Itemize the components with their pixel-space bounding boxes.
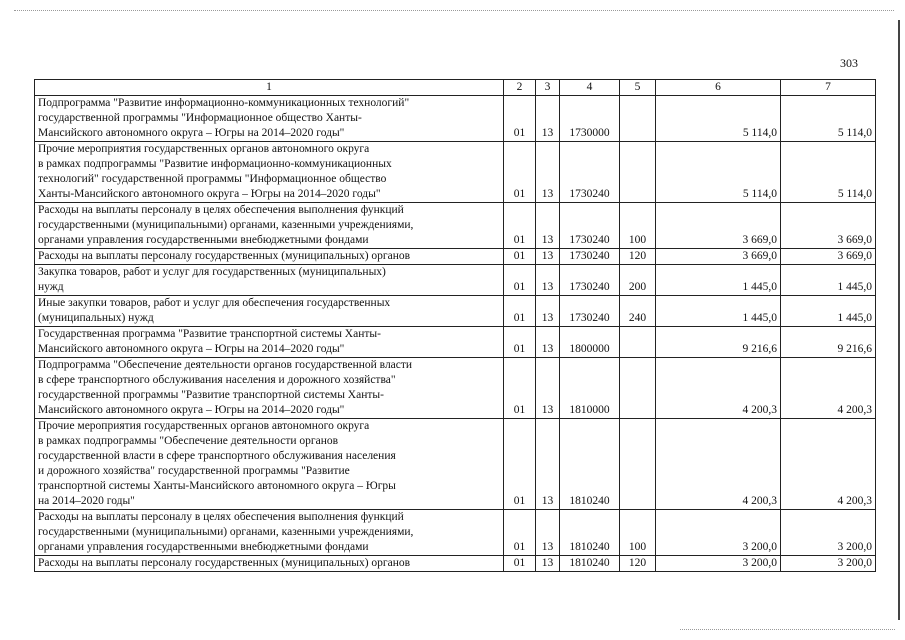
amount-col6-cell: 1 445,0	[656, 296, 781, 327]
amount-col7-cell: 5 114,0	[781, 142, 876, 203]
item-name-line: (муниципальных) нужд	[38, 312, 154, 324]
amount-col7-cell: 3 200,0	[781, 510, 876, 556]
item-name-line: и дорожного хозяйства" государственной программы "Развитие	[38, 465, 350, 477]
table-row	[35, 203, 876, 249]
subsection-cell: 13	[536, 419, 560, 510]
target-article-cell: 1730240	[560, 265, 620, 296]
item-name-line: Расходы на выплаты персоналу в целях обеспечения выполнения функций	[38, 204, 404, 216]
target-article-cell: 1730240	[560, 296, 620, 327]
amount-col7-cell: 4 200,3	[781, 419, 876, 510]
table-row	[35, 249, 876, 265]
item-name-line: Мансийского автономного округа – Югры на 2014–2020 годы"	[38, 127, 345, 139]
scan-right-edge	[898, 20, 900, 620]
subsection-cell: 13	[536, 142, 560, 203]
target-article-cell: 1810000	[560, 358, 620, 419]
item-name-line: Подпрограмма "Обеспечение деятельности органов государственной власти	[38, 359, 413, 371]
item-name-line: Ханты-Мансийского автономного округа – Югры на 2014–2020 годы"	[38, 188, 381, 200]
amount-col7-cell: 3 669,0	[781, 249, 876, 265]
item-name-line: Расходы на выплаты персоналу в целях обеспечения выполнения функций	[38, 511, 404, 523]
header-col-6: 6	[656, 80, 781, 96]
header-col-5: 5	[620, 80, 656, 96]
item-name-line: технологий" государственной программы "Информационное общество	[38, 173, 387, 185]
header-col-7: 7	[781, 80, 876, 96]
expense-type-cell: 200	[620, 265, 656, 296]
item-name-cell	[35, 556, 504, 572]
table-row	[35, 327, 876, 358]
item-name-cell	[35, 296, 504, 327]
item-name-cell	[35, 419, 504, 510]
amount-col6-cell: 9 216,6	[656, 327, 781, 358]
item-name-line: Расходы на выплаты персоналу государственных (муниципальных) органов	[38, 250, 411, 262]
subsection-cell: 13	[536, 249, 560, 265]
amount-col7-cell: 3 669,0	[781, 203, 876, 249]
item-name-line: органами управления государственными внебюджетными фондами	[38, 234, 369, 246]
item-name-cell	[35, 510, 504, 556]
header-col-1: 1	[35, 80, 504, 96]
table-row	[35, 419, 876, 510]
item-name-cell	[35, 203, 504, 249]
target-article-cell: 1810240	[560, 419, 620, 510]
header-col-2: 2	[504, 80, 536, 96]
amount-col7-cell: 4 200,3	[781, 358, 876, 419]
header-col-3: 3	[536, 80, 560, 96]
scan-bottom-edge	[680, 629, 895, 630]
amount-col6-cell: 3 669,0	[656, 249, 781, 265]
item-name-line: в рамках подпрограммы "Развитие информационно-коммуникационных	[38, 158, 392, 170]
amount-col7-cell: 9 216,6	[781, 327, 876, 358]
table-row	[35, 96, 876, 142]
section-cell: 01	[504, 419, 536, 510]
item-name-line: транспортной системы Ханты-Мансийского автономного округа – Югры	[38, 480, 396, 492]
header-row	[35, 80, 876, 96]
amount-col6-cell: 1 445,0	[656, 265, 781, 296]
amount-col7-cell: 1 445,0	[781, 296, 876, 327]
scan-top-edge	[14, 10, 894, 11]
table-row	[35, 142, 876, 203]
amount-col7-cell: 5 114,0	[781, 96, 876, 142]
item-name-line: государственной программы "Развитие транспортной системы Ханты-	[38, 389, 384, 401]
item-name-cell	[35, 142, 504, 203]
item-name-cell	[35, 265, 504, 296]
section-cell: 01	[504, 203, 536, 249]
amount-col6-cell: 5 114,0	[656, 96, 781, 142]
amount-col6-cell: 4 200,3	[656, 358, 781, 419]
item-name-line: Государственная программа "Развитие транспортной системы Ханты-	[38, 328, 381, 340]
table-row	[35, 556, 876, 572]
amount-col6-cell: 5 114,0	[656, 142, 781, 203]
item-name-line: Прочие мероприятия государственных органов автономного округа	[38, 420, 370, 432]
item-name-line: государственной власти в сфере транспортного обслуживания населения	[38, 450, 396, 462]
target-article-cell: 1730240	[560, 142, 620, 203]
item-name-cell	[35, 249, 504, 265]
expense-type-cell	[620, 96, 656, 142]
subsection-cell: 13	[536, 265, 560, 296]
amount-col7-cell: 3 200,0	[781, 556, 876, 572]
item-name-line: в рамках подпрограммы "Обеспечение деятельности органов	[38, 435, 339, 447]
amount-col6-cell: 4 200,3	[656, 419, 781, 510]
expense-type-cell	[620, 142, 656, 203]
item-name-line: Мансийского автономного округа – Югры на 2014–2020 годы"	[38, 404, 345, 416]
item-name-line: нужд	[38, 281, 64, 293]
item-name-line: государственной программы "Информационное общество Ханты-	[38, 112, 362, 124]
subsection-cell: 13	[536, 556, 560, 572]
subsection-cell: 13	[536, 96, 560, 142]
item-name-line: Закупка товаров, работ и услуг для государственных (муниципальных)	[38, 266, 386, 278]
item-name-cell	[35, 358, 504, 419]
target-article-cell: 1810240	[560, 556, 620, 572]
table-row	[35, 296, 876, 327]
section-cell: 01	[504, 96, 536, 142]
subsection-cell: 13	[536, 358, 560, 419]
expense-type-cell: 240	[620, 296, 656, 327]
target-article-cell: 1730000	[560, 96, 620, 142]
subsection-cell: 13	[536, 327, 560, 358]
target-article-cell: 1730240	[560, 203, 620, 249]
section-cell: 01	[504, 249, 536, 265]
target-article-cell: 1800000	[560, 327, 620, 358]
section-cell: 01	[504, 510, 536, 556]
item-name-line: государственными (муниципальными) органами, казенными учреждениями,	[38, 219, 414, 231]
subsection-cell: 13	[536, 510, 560, 556]
item-name-line: Расходы на выплаты персоналу государственных (муниципальных) органов	[38, 557, 411, 569]
item-name-line: Мансийского автономного округа – Югры на 2014–2020 годы"	[38, 343, 345, 355]
expense-type-cell: 120	[620, 249, 656, 265]
item-name-line: Иные закупки товаров, работ и услуг для обеспечения государственных	[38, 297, 391, 309]
item-name-line: на 2014–2020 годы"	[38, 495, 135, 507]
section-cell: 01	[504, 296, 536, 327]
amount-col6-cell: 3 200,0	[656, 556, 781, 572]
item-name-line: в сфере транспортного обслуживания населения и дорожного хозяйства"	[38, 374, 396, 386]
expense-type-cell	[620, 358, 656, 419]
section-cell: 01	[504, 358, 536, 419]
section-cell: 01	[504, 556, 536, 572]
expense-type-cell: 100	[620, 203, 656, 249]
item-name-line: Подпрограмма "Развитие информационно-коммуникационных технологий"	[38, 97, 410, 109]
table-row	[35, 510, 876, 556]
item-name-cell	[35, 327, 504, 358]
subsection-cell: 13	[536, 296, 560, 327]
expense-type-cell	[620, 419, 656, 510]
amount-col6-cell: 3 200,0	[656, 510, 781, 556]
item-name-cell	[35, 96, 504, 142]
section-cell: 01	[504, 142, 536, 203]
table-row	[35, 358, 876, 419]
amount-col7-cell: 1 445,0	[781, 265, 876, 296]
subsection-cell: 13	[536, 203, 560, 249]
expense-type-cell: 120	[620, 556, 656, 572]
section-cell: 01	[504, 327, 536, 358]
target-article-cell: 1810240	[560, 510, 620, 556]
header-col-4: 4	[560, 80, 620, 96]
expense-type-cell	[620, 327, 656, 358]
page-number: 303	[840, 56, 858, 70]
section-cell: 01	[504, 265, 536, 296]
item-name-line: государственными (муниципальными) органами, казенными учреждениями,	[38, 526, 414, 538]
target-article-cell: 1730240	[560, 249, 620, 265]
table-row	[35, 265, 876, 296]
budget-table	[34, 79, 876, 572]
expense-type-cell: 100	[620, 510, 656, 556]
item-name-line: органами управления государственными внебюджетными фондами	[38, 541, 369, 553]
amount-col6-cell: 3 669,0	[656, 203, 781, 249]
item-name-line: Прочие мероприятия государственных органов автономного округа	[38, 143, 370, 155]
